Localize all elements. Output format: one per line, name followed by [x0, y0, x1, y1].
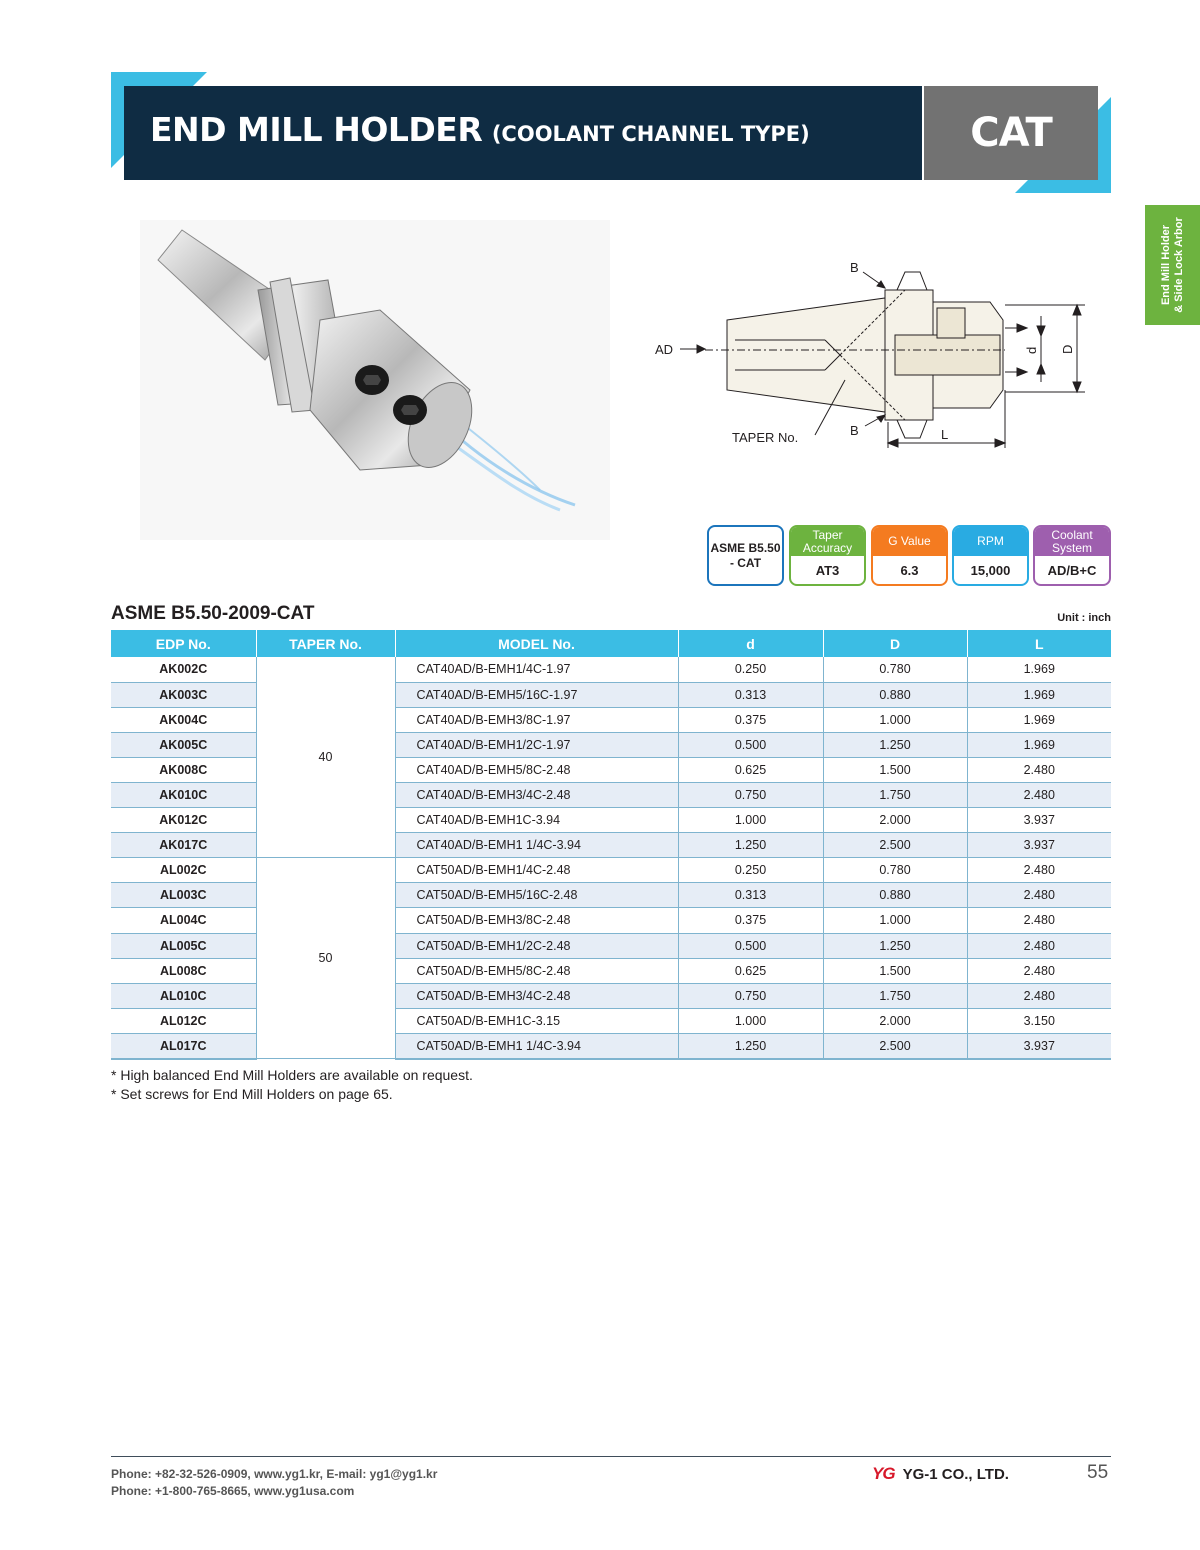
cell-d: 0.313 — [678, 883, 823, 908]
table-header-row — [111, 630, 1111, 657]
diagram-label-d-big: D — [1060, 344, 1075, 354]
badge-label: Taper Accuracy — [791, 527, 864, 556]
cell-d: 1.000 — [678, 1008, 823, 1033]
cell-l: 1.969 — [967, 732, 1111, 757]
cell-model: CAT50AD/B-EMH5/16C-2.48 — [395, 883, 678, 908]
cell-edp: AK017C — [111, 833, 256, 858]
badge-value: AT3 — [815, 562, 840, 578]
section-title: ASME B5.50-2009-CAT — [111, 603, 315, 624]
cell-model: CAT50AD/B-EMH1C-3.15 — [395, 1008, 678, 1033]
technical-diagram — [645, 250, 1095, 460]
cell-l: 2.480 — [967, 983, 1111, 1008]
cell-big-d: 0.780 — [823, 657, 967, 682]
cell-model: CAT50AD/B-EMH1/2C-2.48 — [395, 933, 678, 958]
rpm-badge — [952, 525, 1029, 586]
company-name: YG-1 CO., LTD. — [902, 1465, 1009, 1483]
cell-model: CAT50AD/B-EMH3/8C-2.48 — [395, 908, 678, 933]
page-number: 55 — [1087, 1462, 1109, 1483]
cell-l: 2.480 — [967, 933, 1111, 958]
cell-d: 0.250 — [678, 657, 823, 682]
cell-big-d: 2.000 — [823, 1008, 967, 1033]
cell-l: 2.480 — [967, 757, 1111, 782]
cell-model: CAT50AD/B-EMH1 1/4C-3.94 — [395, 1033, 678, 1058]
diagram-label-ad: AD — [655, 342, 674, 357]
spec-table — [111, 630, 1111, 1060]
cell-edp: AK003C — [111, 682, 256, 707]
cell-model: CAT40AD/B-EMH1/4C-1.97 — [395, 657, 678, 682]
cell-model: CAT50AD/B-EMH1/4C-2.48 — [395, 858, 678, 883]
cell-l: 2.480 — [967, 858, 1111, 883]
cell-big-d: 1.000 — [823, 908, 967, 933]
section-tab-line2: & Side Lock Arbor — [1172, 217, 1185, 313]
footer-contact — [111, 1466, 437, 1500]
cell-l: 3.150 — [967, 1008, 1111, 1033]
page-title — [150, 110, 810, 149]
cell-l: 3.937 — [967, 833, 1111, 858]
cell-l: 3.937 — [967, 808, 1111, 833]
table-row — [111, 657, 1111, 682]
cell-big-d: 0.880 — [823, 883, 967, 908]
cell-l: 2.480 — [967, 883, 1111, 908]
company-logo — [872, 1464, 1009, 1484]
badge-value: 6.3 — [900, 562, 919, 578]
cell-l: 1.969 — [967, 657, 1111, 682]
cell-big-d: 2.500 — [823, 1033, 967, 1058]
cell-big-d: 0.780 — [823, 858, 967, 883]
cell-d: 0.750 — [678, 983, 823, 1008]
product-photo — [140, 220, 610, 540]
cell-model: CAT40AD/B-EMH3/8C-1.97 — [395, 707, 678, 732]
cell-l: 3.937 — [967, 1033, 1111, 1058]
cell-edp: AL005C — [111, 933, 256, 958]
cell-model: CAT40AD/B-EMH1/2C-1.97 — [395, 732, 678, 757]
cell-big-d: 1.750 — [823, 983, 967, 1008]
cell-model: CAT40AD/B-EMH1C-3.94 — [395, 808, 678, 833]
cell-d: 0.375 — [678, 908, 823, 933]
diagram-label-b-top: B — [850, 260, 859, 275]
badge-value: 15,000 — [970, 562, 1011, 578]
cell-big-d: 1.250 — [823, 732, 967, 757]
cell-model: CAT50AD/B-EMH3/4C-2.48 — [395, 983, 678, 1008]
cell-d: 0.375 — [678, 707, 823, 732]
cell-taper-group: 40 — [256, 657, 395, 858]
section-tab-line1: End Mill Holder — [1159, 224, 1172, 306]
cell-edp: AL017C — [111, 1033, 256, 1058]
cell-d: 1.250 — [678, 1033, 823, 1058]
cell-l: 1.969 — [967, 682, 1111, 707]
logo-mark: YG — [872, 1464, 895, 1483]
footer-divider — [111, 1456, 1111, 1457]
badge-label: Coolant System — [1035, 527, 1109, 556]
col-header-big-d: D — [823, 630, 967, 657]
cell-big-d: 1.750 — [823, 782, 967, 807]
cell-big-d: 1.500 — [823, 757, 967, 782]
category-label: CAT — [924, 86, 1098, 180]
cell-model: CAT40AD/B-EMH3/4C-2.48 — [395, 782, 678, 807]
page-title-main: END MILL HOLDER — [150, 110, 483, 149]
section-tab[interactable] — [1145, 205, 1200, 325]
badge-label: RPM — [954, 527, 1027, 556]
cell-big-d: 0.880 — [823, 682, 967, 707]
cell-model: CAT40AD/B-EMH5/8C-2.48 — [395, 757, 678, 782]
note-set-screws: * Set screws for End Mill Holders on page 65. — [111, 1086, 393, 1102]
diagram-label-taper: TAPER No. — [732, 430, 799, 445]
cell-model: CAT50AD/B-EMH5/8C-2.48 — [395, 958, 678, 983]
col-header-taper: TAPER No. — [256, 630, 395, 657]
cell-edp: AK004C — [111, 707, 256, 732]
cell-l: 2.480 — [967, 958, 1111, 983]
cell-big-d: 1.250 — [823, 933, 967, 958]
table-row — [111, 858, 1111, 883]
cell-taper-group: 50 — [256, 858, 395, 1059]
cell-model: CAT40AD/B-EMH1 1/4C-3.94 — [395, 833, 678, 858]
cell-d: 0.313 — [678, 682, 823, 707]
cell-edp: AL010C — [111, 983, 256, 1008]
cell-edp: AK012C — [111, 808, 256, 833]
cell-big-d: 2.500 — [823, 833, 967, 858]
cell-big-d: 2.000 — [823, 808, 967, 833]
col-header-edp: EDP No. — [111, 630, 256, 657]
cell-d: 0.750 — [678, 782, 823, 807]
cell-l: 2.480 — [967, 908, 1111, 933]
cell-edp: AL008C — [111, 958, 256, 983]
cell-d: 0.625 — [678, 958, 823, 983]
footer-phone-korea: Phone: +82-32-526-0909, www.yg1.kr, E-mail: yg1@yg1.kr — [111, 1467, 438, 1481]
cell-edp: AK002C — [111, 657, 256, 682]
cell-big-d: 1.000 — [823, 707, 967, 732]
note-balanced: * High balanced End Mill Holders are available on request. — [111, 1067, 473, 1083]
coolant-system-badge — [1033, 525, 1111, 586]
unit-label: Unit : inch — [1057, 612, 1111, 624]
diagram-label-l: L — [941, 427, 949, 442]
notes — [111, 1066, 473, 1104]
cell-edp: AL002C — [111, 858, 256, 883]
cell-d: 0.250 — [678, 858, 823, 883]
badge-label: G Value — [873, 527, 946, 556]
cell-d: 1.250 — [678, 833, 823, 858]
cell-edp: AL012C — [111, 1008, 256, 1033]
cell-l: 1.969 — [967, 707, 1111, 732]
col-header-d: d — [678, 630, 823, 657]
cell-edp: AL003C — [111, 883, 256, 908]
cell-edp: AL004C — [111, 908, 256, 933]
g-value-badge — [871, 525, 948, 586]
cell-edp: AK005C — [111, 732, 256, 757]
cell-d: 1.000 — [678, 808, 823, 833]
diagram-label-d-small: d — [1024, 346, 1039, 354]
col-header-model: MODEL No. — [395, 630, 678, 657]
standard-badge: ASME B5.50 - CAT — [707, 525, 784, 586]
cell-d: 0.500 — [678, 732, 823, 757]
page-title-sub: (COOLANT CHANNEL TYPE) — [491, 122, 810, 146]
cell-big-d: 1.500 — [823, 958, 967, 983]
taper-accuracy-badge — [789, 525, 866, 586]
footer-phone-usa: Phone: +1-800-765-8665, www.yg1usa.com — [111, 1484, 355, 1498]
diagram-label-b-bottom: B — [850, 423, 859, 438]
cell-d: 0.625 — [678, 757, 823, 782]
col-header-l: L — [967, 630, 1111, 657]
table-body — [111, 657, 1111, 1059]
cell-d: 0.500 — [678, 933, 823, 958]
cell-edp: AK008C — [111, 757, 256, 782]
cell-model: CAT40AD/B-EMH5/16C-1.97 — [395, 682, 678, 707]
cell-edp: AK010C — [111, 782, 256, 807]
cell-l: 2.480 — [967, 782, 1111, 807]
badge-value: AD/B+C — [1047, 562, 1097, 578]
